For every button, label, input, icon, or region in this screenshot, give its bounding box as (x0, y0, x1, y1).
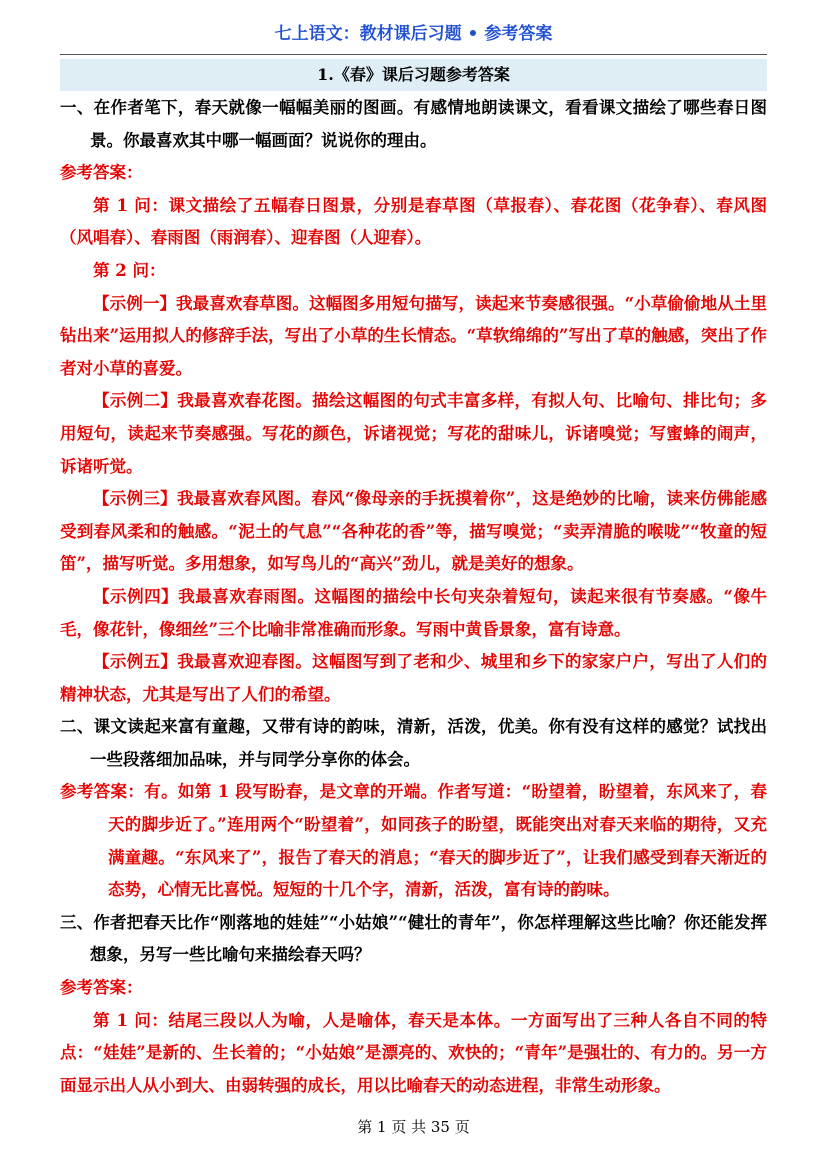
document-body (60, 92, 767, 1102)
answer-1-part-2-label: 第 2 问： (93, 260, 166, 280)
question-2: 二、课文读起来富有童趣，又带有诗的韵味，清新，活泼，优美。你有没有这样的感觉？试找出一些段落细加品味，并与同学分享你的体会。 (60, 717, 767, 769)
answer-1-example-1: 【示例一】我最喜欢春草图。这幅图多用短句描写，读起来节奏感很强。“小草偷偷地从土里钻出来”运用拟人的修辞手法，写出了小草的生长情态。“草软绵绵的”写出了草的触感，突出了作者对小草的喜爱。 (60, 293, 767, 378)
answer-1-example-2: 【示例二】我最喜欢春花图。描绘这幅图的句式丰富多样，有拟人句、比喻句、排比句；多用短句，读起来节奏感强。写花的颜色，诉诸视觉；写花的甜味儿，诉诸嗅觉；写蜜蜂的闹声，诉诸听觉。 (60, 391, 767, 476)
document-header-title: 七上语文：教材课后习题 • 参考答案 (274, 24, 553, 44)
header-divider (60, 54, 767, 55)
answer-1-example-4: 【示例四】我最喜欢春雨图。这幅图的描绘中长句夹杂着短句，读起来很有节奏感。“像牛毛，像花针，像细丝”三个比喻非常准确而形象。写雨中黄昏景象，富有诗意。 (60, 586, 767, 639)
answer-1-label: 参考答案： (60, 163, 143, 183)
answer-2: 参考答案：有。如第 1 段写盼春，是文章的开端。作者写道：“盼望着，盼望着，东风来了，春天的脚步近了。”连用两个“盼望着”，如同孩子的盼望，既能突出对春天来临的期待，又充满童趣。“东风来了”，报告了春天的消息；“春天的脚步近了”，让我们感受到春天渐近的态势，心情无比喜悦。短短的十几个字，清新，活泼，富有诗的韵味。 (60, 782, 767, 900)
answer-1-part-1: 第 1 问：课文描绘了五幅春日图景，分别是春草图（草报春）、春花图（花争春）、春风图（风唱春）、春雨图（雨润春）、迎春图（人迎春）。 (60, 195, 767, 248)
answer-1-example-3: 【示例三】我最喜欢春风图。春风“像母亲的手抚摸着你”，这是绝妙的比喻，读来仿佛能感受到春风柔和的触感。“泥土的气息”“各种花的香”等，描写嗅觉；“卖弄清脆的喉咙”“牧童的短笛”，描写听觉。多用想象，如写鸟儿的“高兴”劲儿，就是美好的想象。 (60, 489, 767, 574)
section-title: 1.《春》课后习题参考答案 (60, 59, 767, 91)
question-1: 一、在作者笔下，春天就像一幅幅美丽的图画。有感情地朗读课文，看看课文描绘了哪些春日图景。你最喜欢其中哪一幅画面？说说你的理由。 (60, 98, 767, 150)
question-3: 三、作者把春天比作“刚落地的娃娃”“小姑娘”“健壮的青年”，你怎样理解这些比喻？你还能发挥想象，另写一些比喻句来描绘春天吗？ (60, 912, 767, 965)
answer-3-label: 参考答案： (60, 978, 143, 998)
answer-1-example-5: 【示例五】我最喜欢迎春图。这幅图写到了老和少、城里和乡下的家家户户，写出了人们的精神状态，尤其是写出了人们的希望。 (60, 652, 767, 704)
answer-3-part-1: 第 1 问：结尾三段以人为喻，人是喻体，春天是本体。一方面写出了三种人各自不同的特点：“娃娃”是新的、生长着的；“小姑娘”是漂亮的、欢快的；“青年”是强壮的、有力的。另一方面显示出人从小到大、由弱转强的成长，用以比喻春天的动态进程，非常生动形象。 (60, 1010, 767, 1095)
page-number: 第 1 页 共 35 页 (357, 1118, 470, 1136)
